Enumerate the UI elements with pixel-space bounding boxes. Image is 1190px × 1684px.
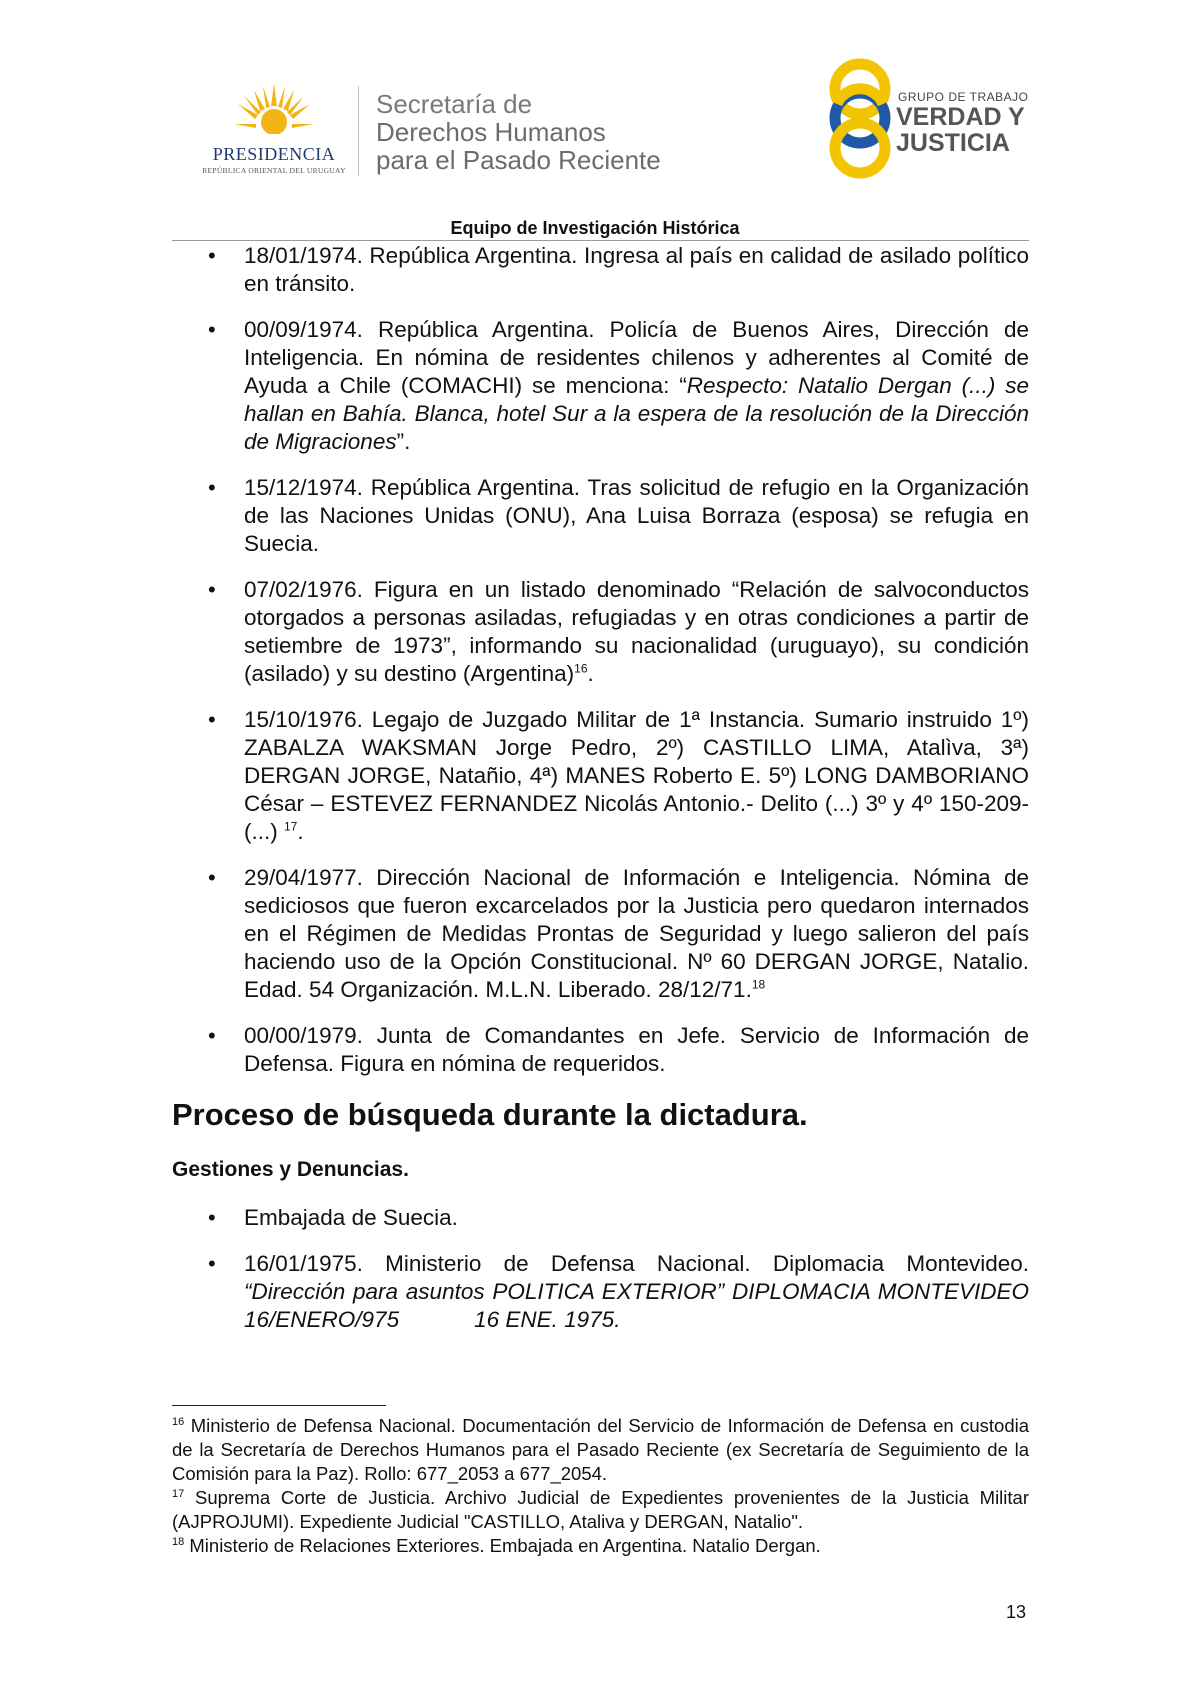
verdad-line: VERDAD Y xyxy=(896,103,1025,131)
verdad-justicia-label xyxy=(896,104,1025,156)
secretaria-logo-text xyxy=(376,90,661,174)
list-item: • 18/01/1974. República Argentina. Ingresa al país en calidad de asilado político en tránsito. xyxy=(172,242,1029,298)
justicia-line: JUSTICIA xyxy=(896,129,1010,157)
team-title: Equipo de Investigación Histórica xyxy=(450,218,740,238)
header-rule xyxy=(172,240,1029,241)
secretaria-line-3: para el Pasado Reciente xyxy=(376,145,661,175)
sun-emblem-icon xyxy=(232,82,316,146)
list-item: • 00/09/1974. República Argentina. Policía de Buenos Aires, Dirección de Inteligencia. En nómina de residentes chilenos y adherentes al Comité de Ayuda a Chile (COMACHI) se menciona: “Respecto: Natalio Dergan (...) se hallan en Bahía. Blanca, hotel Sur a la espera de la resolución de la Dirección de Migraciones”. xyxy=(172,316,1029,456)
presidencia-subtitle: REPÚBLICA ORIENTAL DEL URUGUAY xyxy=(202,166,346,175)
footnote-separator xyxy=(172,1405,386,1406)
page-number: 13 xyxy=(1006,1602,1027,1622)
chronology-list xyxy=(172,242,1029,1078)
gestiones-list xyxy=(172,1204,1036,1334)
presidencia-logo xyxy=(198,82,350,174)
logo-divider xyxy=(358,86,359,176)
footnote: $^{17}$ Suprema Corte de Justicia. Archivo Judicial de Expedientes provenientes de la Justicia Militar (AJPROJUMI). Expediente Judicial "CASTILLO, Ataliva y DERGAN, Natalio". xyxy=(172,1487,1029,1532)
page-header xyxy=(0,0,1190,238)
footnote: $^{16}$ Ministerio de Defensa Nacional. Documentación del Servicio de Información de Defensa en custodia de la Secretaría de Derechos Humanos para el Pasado Reciente (ex Secretaría de Seguimiento de la Comisión para la Paz). Rollo: 677_2053 a 677_2054. xyxy=(172,1415,1030,1484)
list-item: • 29/04/1977. Dirección Nacional de Información e Inteligencia. Nómina de sediciosos que fueron excarcelados por la Justicia pero quedaron internados en el Régimen de Medidas Prontas de Seguridad y luego salieron del país haciendo uso de la Opción Constitucional. Nº 60 DERGAN JORGE, Natalio. Edad. 54 Organización. M.L.N. Liberado. 28/12/71.18 xyxy=(172,864,1029,1004)
footnote-ref: 17 xyxy=(284,819,298,834)
footnote-ref: 16 xyxy=(574,661,588,676)
subsection-title: Gestiones y Denuncias. xyxy=(172,1158,409,1181)
footnote-ref: 18 xyxy=(751,977,766,992)
secretaria-line-1: Secretaría de xyxy=(376,89,533,119)
grupo-trabajo-label: GRUPO DE TRABAJO xyxy=(898,90,1029,104)
footnote: $^{18}$ Ministerio de Relaciones Exteriores. Embajada en Argentina. Natalio Dergan. xyxy=(172,1535,821,1556)
presidencia-title: PRESIDENCIA xyxy=(212,144,336,164)
list-item: • 15/12/1974. República Argentina. Tras solicitud de refugio en la Organización de las Naciones Unidas (ONU), Ana Luisa Borraza (esposa) se refugia en Suecia. xyxy=(172,474,1029,558)
list-item: • 00/00/1979. Junta de Comandantes en Jefe. Servicio de Información de Defensa. Figura en nómina de requeridos. xyxy=(172,1022,1029,1078)
document-body xyxy=(172,242,1036,1334)
list-item: • 15/10/1976. Legajo de Juzgado Militar de 1ª Instancia. Sumario instruido 1º) ZABALZA WAKSMAN Jorge Pedro, 2º) CASTILLO LIMA, Atalìva, 3ª) DERGAN JORGE, Natañio, 4ª) MANES Roberto E. 5º) LONG DAMBORIANO César – ESTEVEZ FERNANDEZ Nicolás Antonio.- Delito (...) 3º y 4º 150-209-(...) $^{17}$. xyxy=(172,706,1029,846)
secretaria-line-2: Derechos Humanos xyxy=(376,117,606,147)
list-item: • 16/01/1975. Ministerio de Defensa Nacional. Diplomacia Montevideo. “Dirección para asuntos POLITICA EXTERIOR” DIPLOMACIA MONTEVIDEO 16/ENERO/975 16 ENE. 1975. xyxy=(172,1250,1029,1334)
list-item: • 07/02/1976. Figura en un listado denominado “Relación de salvoconductos otorgados a personas asiladas, refugiadas y en otras condiciones a partir de setiembre de 1973”, informando su nacionalidad (uruguayo), su condición (asilado) y su destino (Argentina)$^{16}$. xyxy=(172,576,1029,688)
footnotes xyxy=(172,1414,1029,1558)
section-title: Proceso de búsqueda durante la dictadura. xyxy=(172,1097,808,1132)
list-item: • Embajada de Suecia. xyxy=(172,1204,1029,1232)
